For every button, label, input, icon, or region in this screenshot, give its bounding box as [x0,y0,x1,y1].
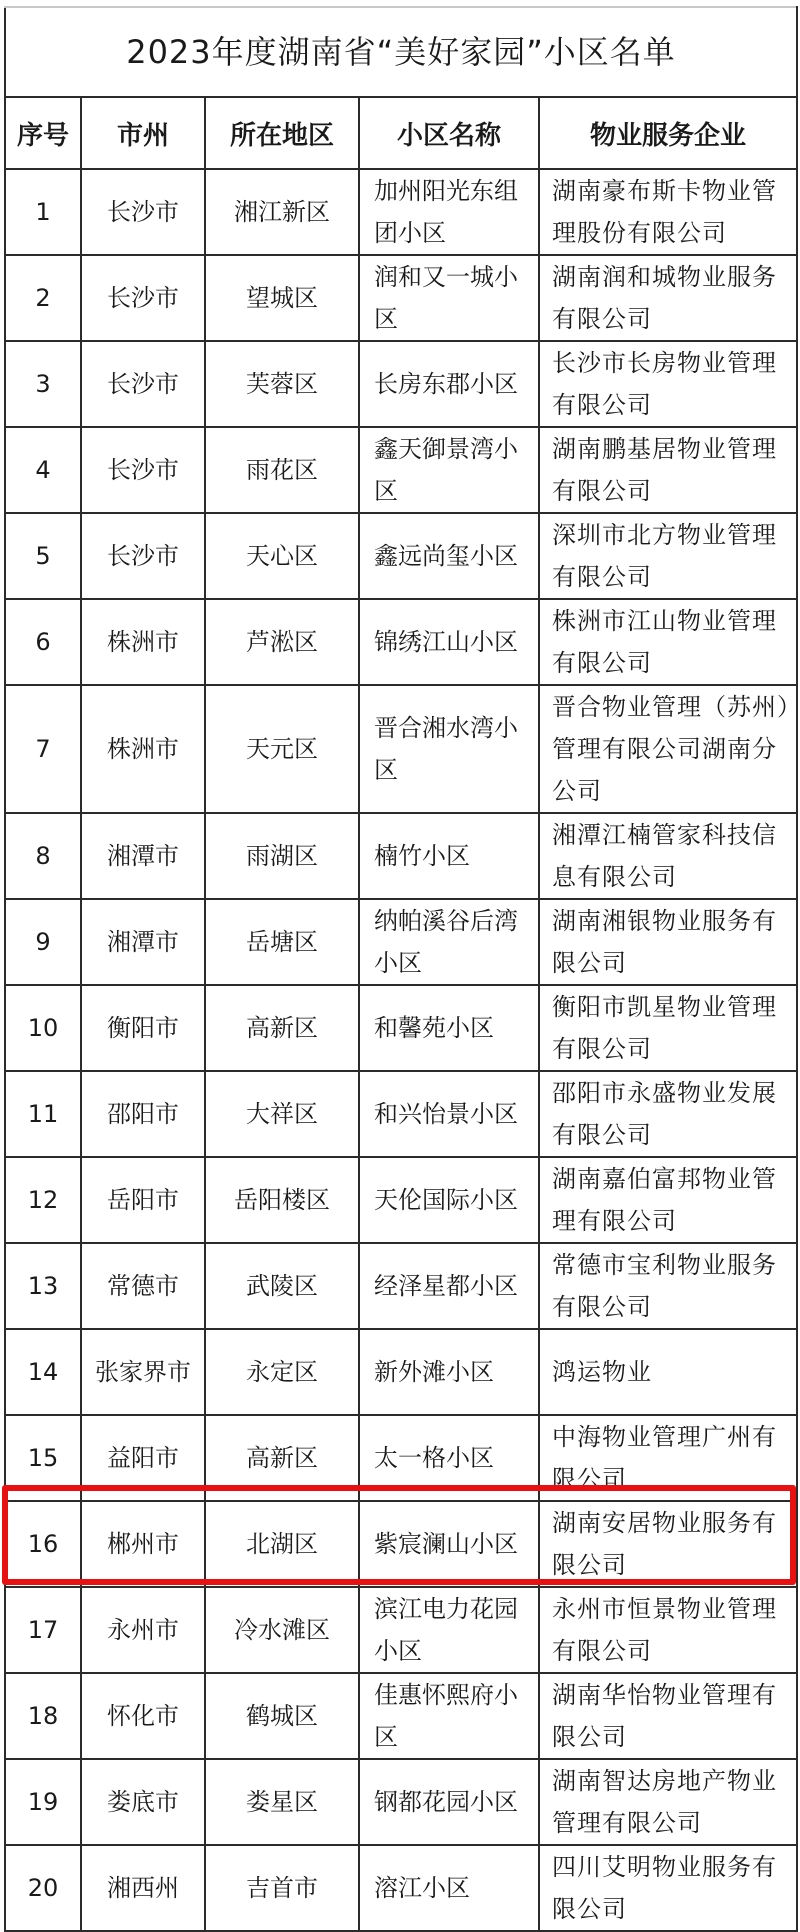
table-row [5,985,797,1071]
row-district: 永定区 [205,1329,359,1415]
table-row [5,1759,797,1845]
row-company: 湖南安居物业服务有限公司 [539,1501,797,1587]
row-district: 芦淞区 [205,599,359,685]
table-row [5,169,797,255]
row-community: 佳惠怀熙府小区 [359,1673,539,1759]
table-row [5,1071,797,1157]
row-serial: 15 [5,1415,81,1501]
row-serial: 17 [5,1587,81,1673]
row-company: 湖南润和城物业服务有限公司 [539,255,797,341]
row-community: 紫宸澜山小区 [359,1501,539,1587]
table-row [5,1243,797,1329]
row-city: 长沙市 [81,427,205,513]
row-serial: 11 [5,1071,81,1157]
table-row [5,1673,797,1759]
row-district: 雨花区 [205,427,359,513]
header-row [5,97,797,169]
row-city: 湘西州 [81,1845,205,1931]
row-city: 长沙市 [81,513,205,599]
row-community: 天伦国际小区 [359,1157,539,1243]
row-serial: 18 [5,1673,81,1759]
row-serial: 14 [5,1329,81,1415]
table-row [5,1157,797,1243]
row-company: 湖南智达房地产物业管理有限公司 [539,1759,797,1845]
document-page [4,6,796,1932]
table-row [5,1329,797,1415]
row-district: 武陵区 [205,1243,359,1329]
table-row [5,255,797,341]
row-district: 湘江新区 [205,169,359,255]
row-city: 岳阳市 [81,1157,205,1243]
row-company: 四川艾明物业服务有限公司 [539,1845,797,1931]
table-row [5,899,797,985]
row-community: 和馨苑小区 [359,985,539,1071]
row-serial: 5 [5,513,81,599]
row-district: 望城区 [205,255,359,341]
row-company: 晋合物业管理（苏州）管理有限公司湖南分公司 [539,685,797,813]
row-company: 长沙市长房物业管理有限公司 [539,341,797,427]
row-company: 湖南湘银物业服务有限公司 [539,899,797,985]
row-company: 鸿运物业 [539,1329,797,1415]
row-district: 天心区 [205,513,359,599]
row-community: 楠竹小区 [359,813,539,899]
table-row [5,1845,797,1931]
row-district: 大祥区 [205,1071,359,1157]
row-serial: 12 [5,1157,81,1243]
row-community: 晋合湘水湾小区 [359,685,539,813]
row-district: 高新区 [205,1415,359,1501]
row-serial: 10 [5,985,81,1071]
row-company: 衡阳市凯星物业管理有限公司 [539,985,797,1071]
row-community: 经泽星都小区 [359,1243,539,1329]
row-community: 新外滩小区 [359,1329,539,1415]
table-title: 2023年度湖南省“美好家园”小区名单 [5,7,797,97]
table-row [5,813,797,899]
row-district: 北湖区 [205,1501,359,1587]
row-company: 湖南嘉伯富邦物业管理有限公司 [539,1157,797,1243]
row-serial: 8 [5,813,81,899]
row-serial: 13 [5,1243,81,1329]
row-city: 湘潭市 [81,899,205,985]
row-company: 永州市恒景物业管理有限公司 [539,1587,797,1673]
row-community: 长房东郡小区 [359,341,539,427]
table-row [5,341,797,427]
table-row [5,1587,797,1673]
row-district: 冷水滩区 [205,1587,359,1673]
row-district: 岳阳楼区 [205,1157,359,1243]
table-row [5,685,797,813]
row-community: 润和又一城小区 [359,255,539,341]
row-city: 株洲市 [81,599,205,685]
row-serial: 3 [5,341,81,427]
row-city: 娄底市 [81,1759,205,1845]
row-city: 株洲市 [81,685,205,813]
header-company: 物业服务企业 [539,97,797,169]
row-serial: 1 [5,169,81,255]
row-district: 娄星区 [205,1759,359,1845]
row-city: 衡阳市 [81,985,205,1071]
row-serial: 6 [5,599,81,685]
table-body [5,169,797,1931]
row-city: 常德市 [81,1243,205,1329]
row-community: 和兴怡景小区 [359,1071,539,1157]
row-company: 邵阳市永盛物业发展有限公司 [539,1071,797,1157]
row-company: 湖南鹏基居物业管理有限公司 [539,427,797,513]
row-serial: 19 [5,1759,81,1845]
row-community: 纳帕溪谷后湾小区 [359,899,539,985]
row-city: 益阳市 [81,1415,205,1501]
header-serial: 序号 [5,97,81,169]
row-district: 鹤城区 [205,1673,359,1759]
row-serial: 9 [5,899,81,985]
table-row [5,599,797,685]
row-company: 湘潭江楠管家科技信息有限公司 [539,813,797,899]
row-district: 高新区 [205,985,359,1071]
row-company: 深圳市北方物业管理有限公司 [539,513,797,599]
table-row [5,427,797,513]
highlight-box [2,1485,796,1585]
row-company: 常德市宝利物业服务有限公司 [539,1243,797,1329]
row-community: 溶江小区 [359,1845,539,1931]
row-community: 滨江电力花园小区 [359,1587,539,1673]
table-row [5,513,797,599]
row-city: 长沙市 [81,341,205,427]
row-serial: 16 [5,1501,81,1587]
row-company: 中海物业管理广州有限公司 [539,1415,797,1501]
row-serial: 2 [5,255,81,341]
row-community: 钢都花园小区 [359,1759,539,1845]
row-district: 天元区 [205,685,359,813]
row-city: 张家界市 [81,1329,205,1415]
row-city: 长沙市 [81,169,205,255]
row-serial: 7 [5,685,81,813]
row-city: 邵阳市 [81,1071,205,1157]
row-serial: 20 [5,1845,81,1931]
row-city: 怀化市 [81,1673,205,1759]
row-company: 湖南华怡物业管理有限公司 [539,1673,797,1759]
header-city: 市州 [81,97,205,169]
row-city: 郴州市 [81,1501,205,1587]
row-district: 芙蓉区 [205,341,359,427]
row-district: 吉首市 [205,1845,359,1931]
row-community: 太一格小区 [359,1415,539,1501]
row-district: 岳塘区 [205,899,359,985]
community-list-table [4,6,798,1932]
row-city: 长沙市 [81,255,205,341]
row-city: 湘潭市 [81,813,205,899]
row-community: 鑫天御景湾小区 [359,427,539,513]
row-community: 鑫远尚玺小区 [359,513,539,599]
row-community: 加州阳光东组团小区 [359,169,539,255]
header-community: 小区名称 [359,97,539,169]
row-community: 锦绣江山小区 [359,599,539,685]
row-city: 永州市 [81,1587,205,1673]
row-district: 雨湖区 [205,813,359,899]
row-company: 株洲市江山物业管理有限公司 [539,599,797,685]
row-company: 湖南豪布斯卡物业管理股份有限公司 [539,169,797,255]
header-district: 所在地区 [205,97,359,169]
row-serial: 4 [5,427,81,513]
